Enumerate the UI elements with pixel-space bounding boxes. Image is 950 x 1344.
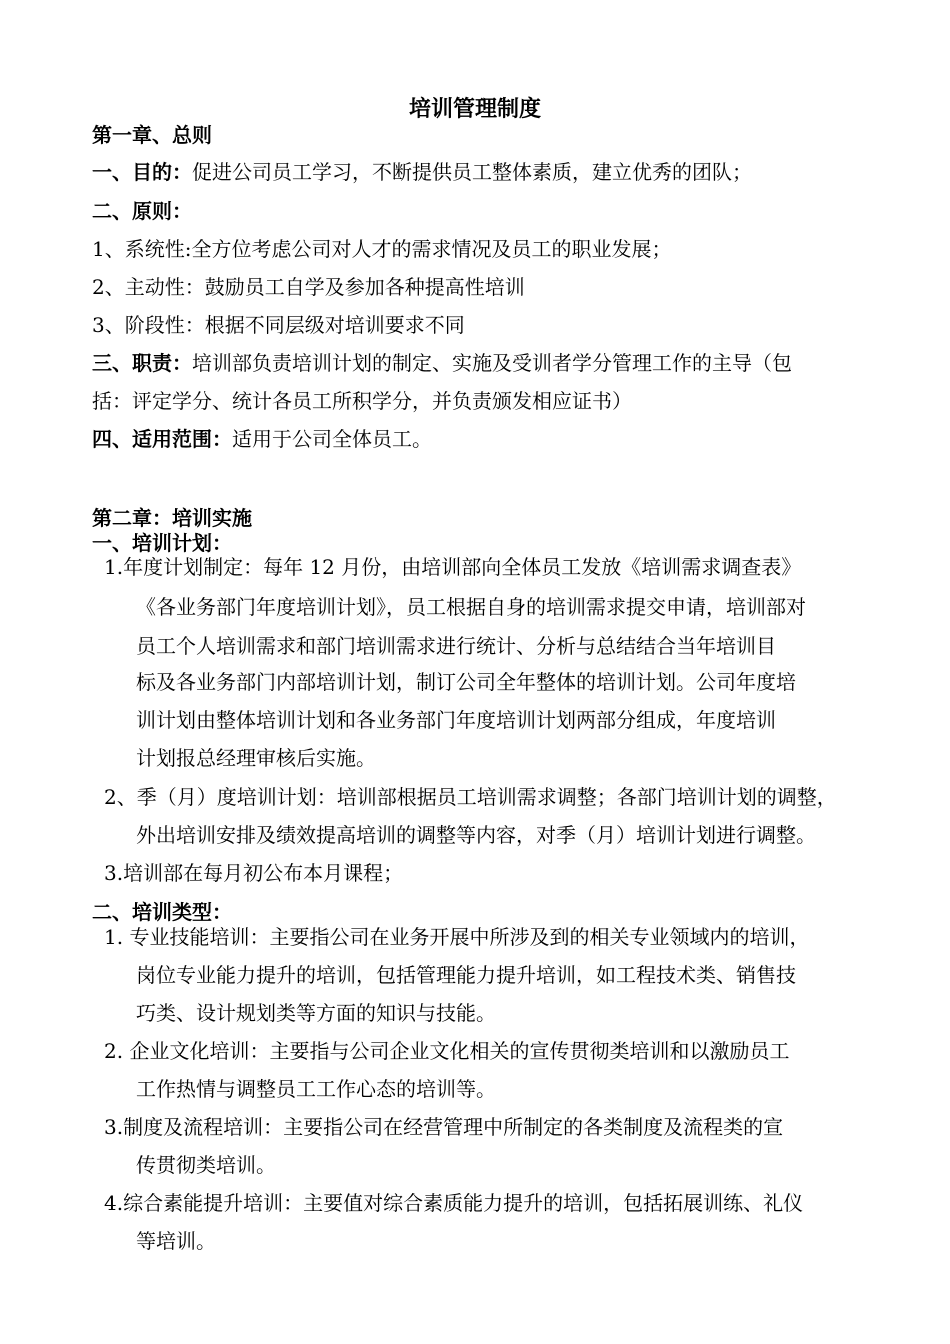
plan-item-1: 1.年度计划制定：每年 12 月份，由培训部向全体员工发放《培训需求调查表》 [104,555,802,579]
chapter-1-heading: 第一章、总则 [92,123,212,147]
duty-text-2: 括：评定学分、统计各员工所积学分，并负责颁发相应证书） [92,389,632,413]
purpose-text: 促进公司员工学习，不断提供员工整体素质，建立优秀的团队； [192,160,752,184]
plan-item-2-cont: 外出培训安排及绩效提高培训的调整等内容，对季（月）培训计划进行调整。 [136,823,816,847]
plan-item-1-cont: 训计划由整体培训计划和各业务部门年度培训计划两部分组成，年度培训 [136,708,776,732]
type-item-2-cont: 工作热情与调整员工工作心态的培训等。 [136,1077,496,1101]
duty-label: 三、职责： [92,351,192,375]
type-item-1: 1. 专业技能培训：主要指公司在业务开展中所涉及到的相关专业领域内的培训， [104,925,810,949]
type-item-4-cont: 等培训。 [136,1229,216,1253]
plan-item-1-cont: 《各业务部门年度培训计划》，员工根据自身的培训需求提交申请，培训部对 [136,595,806,619]
plan-label: 一、培训计划： [92,531,232,555]
purpose-label: 一、目的： [92,160,192,184]
type-item-2: 2. 企业文化培训：主要指与公司企业文化相关的宣传贯彻类培训和以激励员工 [104,1039,790,1063]
type-item-4: 4.综合素能提升培训：主要值对综合素质能力提升的培训，包括拓展训练、礼仪 [104,1191,804,1215]
scope-text: 适用于公司全体员工。 [232,427,432,451]
plan-item-3: 3.培训部在每月初公布本月课程； [104,861,404,885]
chapter-2-heading: 第二章：培训实施 [92,506,252,530]
duty-text-1: 培训部负责培训计划的制定、实施及受训者学分管理工作的主导（包 [192,351,792,375]
plan-item-1-cont: 计划报总经理审核后实施。 [136,746,376,770]
document-title: 培训管理制度 [408,96,541,122]
principle-item: 2、主动性：鼓励员工自学及参加各种提高性培训 [92,275,525,299]
scope-label: 四、适用范围： [92,427,232,451]
duty-paragraph [92,351,792,375]
principle-item: 1、系统性:全方位考虑公司对人才的需求情况及员工的职业发展； [92,237,672,261]
plan-item-2: 2、季（月）度培训计划：培训部根据员工培训需求调整；各部门培训计划的调整， [104,785,837,809]
type-item-1-cont: 岗位专业能力提升的培训，包括管理能力提升培训，如工程技术类、销售技 [136,963,796,987]
plan-item-1-cont: 员工个人培训需求和部门培训需求进行统计、分析与总结结合当年培训目 [136,634,776,658]
type-label: 二、培训类型： [92,900,232,924]
type-item-3: 3.制度及流程培训：主要指公司在经营管理中所制定的各类制度及流程类的宣 [104,1115,784,1139]
plan-item-1-cont: 标及各业务部门内部培训计划，制订公司全年整体的培训计划。公司年度培 [136,670,796,694]
type-item-1-cont: 巧类、设计规划类等方面的知识与技能。 [136,1001,496,1025]
principle-item: 3、阶段性：根据不同层级对培训要求不同 [92,313,465,337]
scope-paragraph [92,427,432,451]
purpose-paragraph [92,160,752,184]
principle-label: 二、原则： [92,199,192,223]
type-item-3-cont: 传贯彻类培训。 [136,1153,276,1177]
